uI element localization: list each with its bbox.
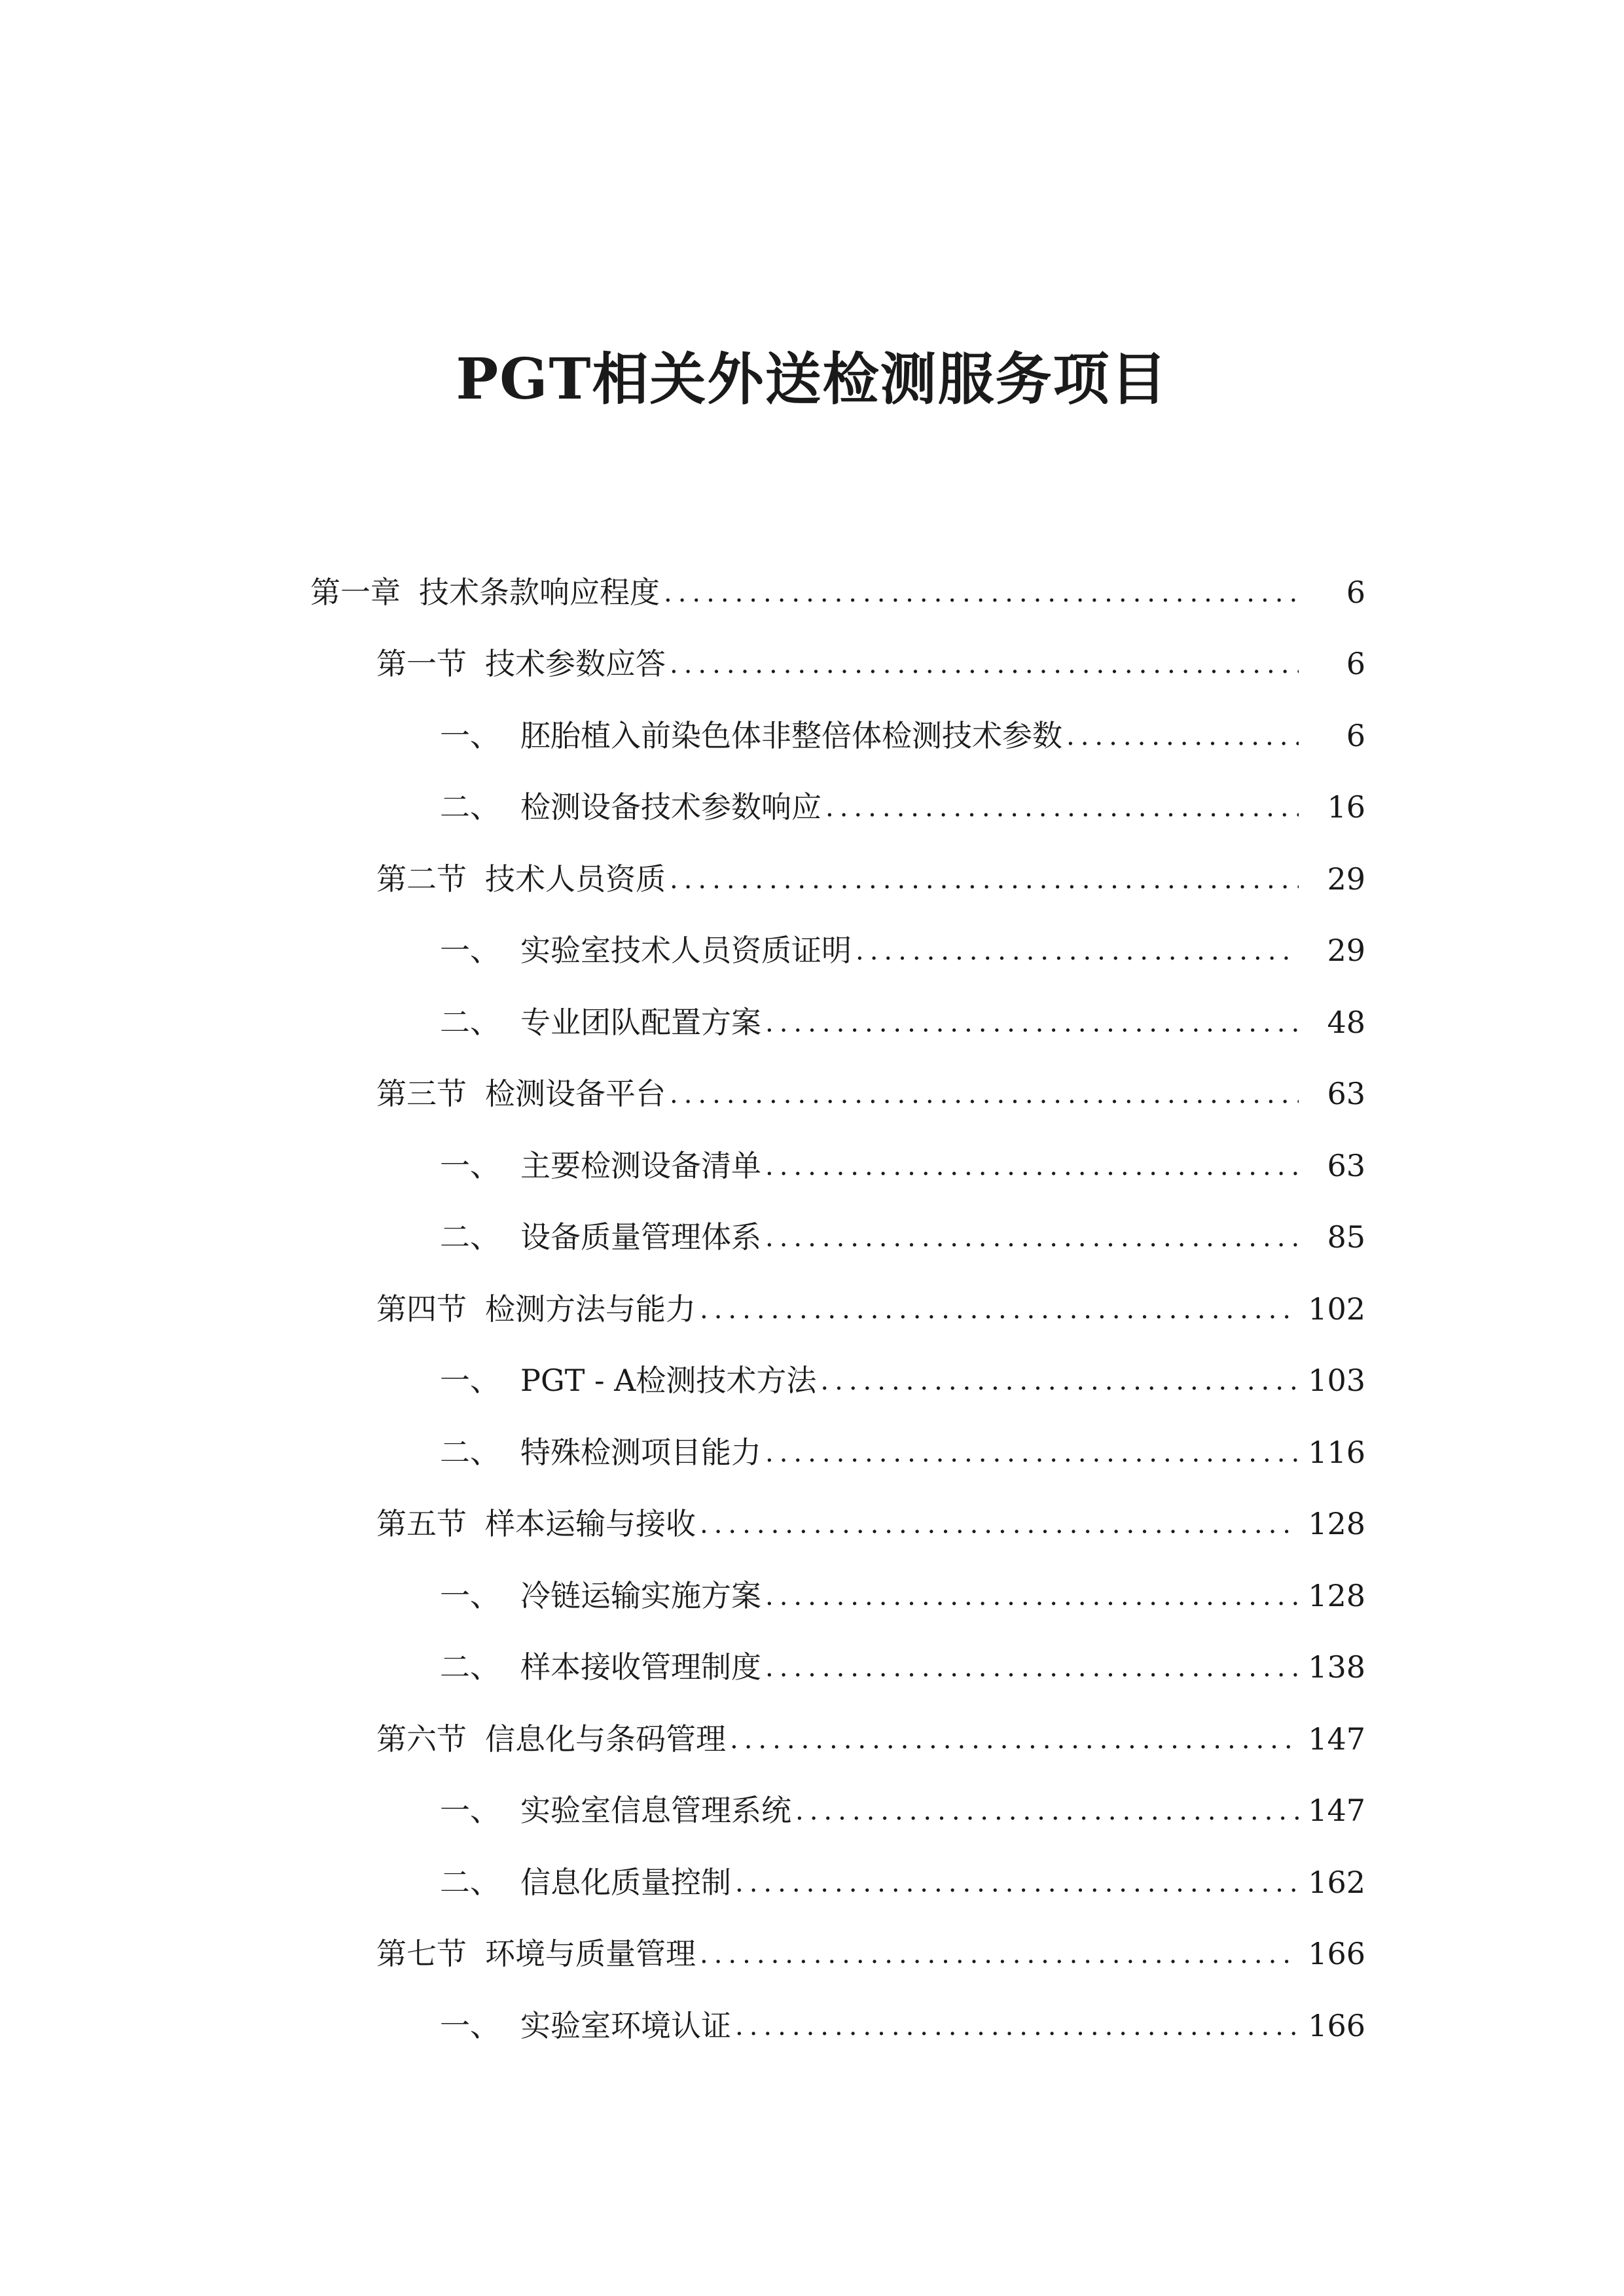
toc-entry-label: 实验室环境认证 [520, 2007, 731, 2043]
toc-entry-label: 实验室技术人员资质证明 [520, 933, 852, 969]
toc-entry-label: 冷链运输实施方案 [520, 1577, 761, 1613]
toc-entry-number: 二、 [440, 789, 500, 825]
toc-entry-number: 第七节 [376, 1936, 467, 1972]
toc-entry-number: 二、 [440, 1004, 500, 1040]
toc-page-number: 147 [1308, 1721, 1365, 1757]
table-of-contents [0, 556, 1624, 2062]
toc-page-number: 48 [1327, 1004, 1365, 1040]
toc-dot-leader [765, 1153, 1299, 1202]
toc-page-number: 63 [1327, 1076, 1365, 1112]
toc-entry-label: 特殊检测项目能力 [520, 1434, 761, 1470]
toc-entry[interactable] [0, 1488, 1624, 1560]
toc-entry-number: 二、 [440, 1219, 500, 1255]
toc-entry-label: 样本接收管理制度 [520, 1649, 761, 1685]
toc-entry-number: 第二节 [376, 861, 467, 897]
toc-entry[interactable] [0, 1130, 1624, 1202]
toc-entry[interactable] [0, 1775, 1624, 1847]
toc-entry[interactable] [0, 1846, 1624, 1918]
toc-entry[interactable] [0, 1560, 1624, 1632]
toc-entry-number: 二、 [440, 1434, 500, 1470]
toc-page-number: 102 [1308, 1291, 1365, 1327]
toc-dot-leader [765, 1440, 1299, 1488]
toc-page-number: 85 [1327, 1219, 1365, 1255]
toc-entry-label: 技术条款响应程度 [419, 574, 660, 610]
toc-entry-number: 一、 [440, 1577, 500, 1613]
toc-entry[interactable] [0, 1273, 1624, 1345]
toc-page-number: 128 [1308, 1577, 1365, 1613]
toc-dot-leader [765, 1225, 1299, 1273]
toc-dot-leader [664, 580, 1299, 628]
toc-dot-leader [820, 1368, 1299, 1416]
toc-entry[interactable] [0, 1632, 1624, 1704]
toc-entry-number: 一、 [440, 933, 500, 969]
toc-entry-number: 一、 [440, 1147, 500, 1183]
toc-entry[interactable] [0, 556, 1624, 628]
toc-page-number: 16 [1327, 789, 1365, 825]
toc-entry-number: 二、 [440, 1649, 500, 1685]
toc-page-number: 6 [1346, 717, 1365, 753]
toc-entry[interactable] [0, 986, 1624, 1058]
toc-dot-leader [730, 1727, 1299, 1775]
toc-dot-leader [735, 1870, 1299, 1918]
toc-entry[interactable] [0, 843, 1624, 915]
toc-entry-label: 信息化与条码管理 [485, 1721, 726, 1757]
toc-entry-number: 一、 [440, 1793, 500, 1829]
toc-dot-leader [700, 1297, 1299, 1345]
toc-page-number: 147 [1308, 1793, 1365, 1829]
toc-entry-label: 主要检测设备清单 [520, 1147, 761, 1183]
toc-entry-label: 技术人员资质 [485, 861, 666, 897]
toc-entry-number: 一、 [440, 717, 500, 753]
toc-dot-leader [700, 1941, 1299, 1990]
toc-entry-label: PGT - A检测技术方法 [520, 1363, 817, 1399]
toc-entry[interactable] [0, 915, 1624, 987]
toc-entry-label: 胚胎植入前染色体非整倍体检测技术参数 [520, 717, 1062, 753]
page-title: PGT相关外送检测服务项目 [456, 346, 1168, 412]
toc-entry-label: 实验室信息管理系统 [520, 1793, 791, 1829]
toc-entry-number: 一、 [440, 2007, 500, 2043]
toc-entry[interactable] [0, 1345, 1624, 1417]
toc-entry[interactable] [0, 1703, 1624, 1775]
toc-entry[interactable] [0, 1918, 1624, 1990]
toc-entry[interactable] [0, 1202, 1624, 1274]
toc-entry-number: 第六节 [376, 1721, 467, 1757]
toc-page-number: 128 [1308, 1506, 1365, 1542]
toc-dot-leader [795, 1798, 1299, 1846]
toc-dot-leader [825, 795, 1299, 843]
toc-entry[interactable] [0, 1416, 1624, 1488]
toc-entry[interactable] [0, 628, 1624, 700]
toc-entry-number: 第三节 [376, 1076, 467, 1112]
toc-entry-number: 一、 [440, 1363, 500, 1399]
toc-dot-leader [670, 867, 1299, 915]
toc-dot-leader [765, 1583, 1299, 1632]
toc-entry-label: 样本运输与接收 [485, 1506, 696, 1542]
toc-page-number: 6 [1346, 574, 1365, 610]
toc-entry-label: 技术参数应答 [485, 646, 666, 682]
toc-dot-leader [735, 2013, 1299, 2062]
toc-dot-leader [765, 1655, 1299, 1703]
toc-entry[interactable] [0, 772, 1624, 844]
toc-entry-label: 检测设备平台 [485, 1076, 666, 1112]
toc-entry-number: 第一节 [376, 646, 467, 682]
toc-entry-label: 设备质量管理体系 [520, 1219, 761, 1255]
toc-entry-number: 第一章 [310, 574, 401, 610]
toc-page-number: 6 [1346, 646, 1365, 682]
toc-dot-leader [670, 1081, 1299, 1130]
toc-entry-number: 二、 [440, 1864, 500, 1900]
toc-page-number: 166 [1308, 2007, 1365, 2043]
toc-dot-leader [765, 1010, 1299, 1058]
toc-page-number: 29 [1327, 861, 1365, 897]
toc-dot-leader [856, 938, 1299, 986]
toc-entry-label: 检测设备技术参数响应 [520, 789, 821, 825]
toc-dot-leader [1066, 723, 1299, 772]
toc-page-number: 103 [1308, 1363, 1365, 1399]
toc-entry-label: 专业团队配置方案 [520, 1004, 761, 1040]
toc-entry-label: 检测方法与能力 [485, 1291, 696, 1327]
toc-entry-label: 环境与质量管理 [485, 1936, 696, 1972]
toc-entry[interactable] [0, 1058, 1624, 1130]
toc-entry-number: 第五节 [376, 1506, 467, 1542]
toc-entry-number: 第四节 [376, 1291, 467, 1327]
toc-page-number: 138 [1308, 1649, 1365, 1685]
toc-dot-leader [700, 1511, 1299, 1560]
toc-page-number: 116 [1308, 1434, 1365, 1470]
toc-entry-label: 信息化质量控制 [520, 1864, 731, 1900]
toc-entry[interactable] [0, 1990, 1624, 2062]
toc-dot-leader [670, 651, 1299, 700]
toc-page-number: 63 [1327, 1147, 1365, 1183]
toc-entry[interactable] [0, 700, 1624, 772]
toc-page-number: 162 [1308, 1864, 1365, 1900]
toc-page-number: 29 [1327, 933, 1365, 969]
toc-page-number: 166 [1308, 1936, 1365, 1972]
